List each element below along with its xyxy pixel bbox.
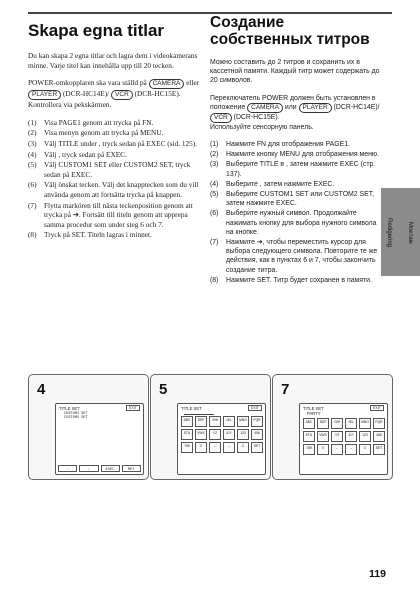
char-key: 123 bbox=[237, 429, 249, 440]
lcd-title: TITLE SET bbox=[181, 406, 202, 411]
step-text: Выберите CUSTOM1 SET или CUSTOM2 SET, затем нажмите EXEC. bbox=[226, 191, 375, 208]
step-text: Нажмите FN для отображения PAGE1. bbox=[226, 141, 350, 149]
section-thumb-tab bbox=[381, 188, 420, 276]
set-key: SET bbox=[251, 442, 263, 453]
down-arrow-key: ↓ bbox=[79, 465, 98, 472]
step-item bbox=[28, 150, 200, 160]
step-text: Välj önskat tecken. Välj det knapptecken som du vill använda genom att fortsätta trycka på knappen. bbox=[44, 180, 199, 199]
side-label-russian: Монтаж bbox=[407, 222, 413, 244]
step-number: (4) bbox=[28, 149, 37, 159]
camera-pill: CAMERA bbox=[149, 79, 185, 89]
swedish-title: Skapa egna titlar bbox=[28, 21, 165, 40]
step-number: (2) bbox=[28, 128, 37, 138]
char-key: &?! bbox=[223, 429, 235, 440]
char-key: STU bbox=[303, 431, 315, 442]
swedish-touch-note: Kontrollera via pekskärmen. bbox=[28, 100, 112, 110]
title-entry-text: PARTY bbox=[307, 411, 321, 416]
lcd-title: TITLE SET bbox=[59, 406, 80, 411]
step-text: Выберите TITLE в , затем нажмите EXEC (стр. 137). bbox=[226, 161, 376, 178]
char-key: 456 bbox=[251, 429, 263, 440]
step-number: (3) bbox=[210, 161, 219, 169]
step-number: (4) bbox=[210, 180, 219, 188]
lcd-exit-button: EXIT bbox=[370, 405, 384, 411]
step-number: (1) bbox=[210, 141, 219, 149]
step-number: (8) bbox=[210, 276, 219, 284]
illustration-panel-7 bbox=[272, 374, 393, 480]
char-key: VWX bbox=[317, 431, 329, 442]
lcd-screen bbox=[299, 403, 388, 475]
char-key: ← bbox=[209, 442, 221, 453]
char-key: C bbox=[359, 444, 371, 455]
russian-title: Создание собственных титров bbox=[210, 14, 370, 48]
step-number: (5) bbox=[210, 191, 219, 199]
char-key: MNO bbox=[359, 418, 371, 429]
step-number: (1) bbox=[28, 117, 37, 127]
step-item bbox=[28, 201, 200, 230]
illustration-panel-4 bbox=[28, 374, 149, 480]
vcr-pill: VCR bbox=[111, 90, 133, 100]
char-key: GHI bbox=[209, 416, 221, 427]
panel-number: 4 bbox=[37, 381, 46, 398]
step-item bbox=[210, 180, 385, 189]
step-text: Välj , tryck sedan på EXEC. bbox=[44, 149, 127, 159]
return-key: RET. bbox=[122, 465, 141, 472]
char-key: DEF bbox=[195, 416, 207, 427]
up-arrow-key: ↑ bbox=[58, 465, 77, 472]
char-key: PQR bbox=[251, 416, 263, 427]
russian-intro: Можно составить до 2 титров и сохранить их в кассетной памяти. Каждый титр может содержать до 20 символов. bbox=[210, 59, 380, 85]
char-key: → bbox=[223, 442, 235, 453]
camera-pill: CAMERA bbox=[247, 103, 283, 113]
panel-number: 7 bbox=[281, 381, 290, 398]
russian-power-text: Переключатель POWER должен быть установлен в положение bbox=[210, 94, 376, 111]
char-key: YZ bbox=[331, 431, 343, 442]
step-text: Visa menyn genom att trycka på MENU. bbox=[44, 128, 164, 138]
step-text: Нажмите ➔, чтобы переместить курсор для выбора следующего символа. Повторите те же действия, как в пунктах 6 и 7, чтобы закончить создание титра. bbox=[226, 239, 378, 274]
step-number: (6) bbox=[28, 180, 37, 190]
char-key: PQR bbox=[373, 418, 385, 429]
model2-text: (DCR-HC15E). bbox=[134, 89, 181, 99]
step-text: Tryck på SET. Titeln lagras i minnet. bbox=[44, 230, 152, 240]
vcr-pill: VCR bbox=[210, 113, 232, 123]
model2-text: (DCR-HC15E). bbox=[233, 113, 280, 121]
model1-text: (DCR-HC14E)/ bbox=[333, 103, 380, 111]
step-number: (5) bbox=[28, 160, 37, 170]
step-item bbox=[28, 160, 200, 179]
lcd-menu-list bbox=[64, 412, 88, 420]
russian-power-note bbox=[210, 94, 385, 132]
step-item bbox=[28, 230, 200, 240]
player-pill: PLAYER bbox=[299, 103, 332, 113]
set-key: SET bbox=[373, 444, 385, 455]
char-key: ABC bbox=[181, 416, 193, 427]
char-key: JKL bbox=[223, 416, 235, 427]
lcd-exit-button: EXIT bbox=[126, 405, 140, 411]
step-number: (8) bbox=[28, 230, 37, 240]
lcd-title: TITLE SET bbox=[303, 406, 324, 411]
or-text: eller bbox=[186, 78, 200, 88]
step-number: (7) bbox=[210, 239, 219, 247]
step-text: Нажмите кнопку MENU для отображения меню. bbox=[226, 151, 379, 159]
menu-option: CUSTOM1 SET bbox=[64, 412, 88, 416]
panel-number: 5 bbox=[159, 381, 168, 398]
step-item bbox=[28, 139, 200, 149]
char-key: 456 bbox=[373, 431, 385, 442]
char-key: 789 bbox=[303, 444, 315, 455]
lcd-bottom-bar bbox=[58, 465, 141, 472]
step-item bbox=[210, 190, 385, 208]
char-key: 789 bbox=[181, 442, 193, 453]
step-text: Flytta markören till nästa teckenposition genom att trycka på ➔. Fortsätt till titeln genom att upprepa samma procedur som under steg 6 och 7. bbox=[44, 200, 193, 229]
char-key: YZ bbox=[209, 429, 221, 440]
char-key: JKL bbox=[345, 418, 357, 429]
step-item bbox=[210, 238, 385, 275]
player-pill: PLAYER bbox=[28, 90, 61, 100]
char-key: 123 bbox=[359, 431, 371, 442]
step-item bbox=[210, 140, 385, 149]
char-key: ← bbox=[331, 444, 343, 455]
illustration-panel-5 bbox=[150, 374, 271, 480]
model1-text: (DCR-HC14E)/ bbox=[63, 89, 110, 99]
step-item bbox=[28, 180, 200, 199]
character-keypad bbox=[181, 416, 263, 453]
swedish-column bbox=[28, 14, 200, 241]
step-number: (6) bbox=[210, 210, 219, 218]
char-key: 0 bbox=[317, 444, 329, 455]
char-key: ABC bbox=[303, 418, 315, 429]
step-text: Нажмите SET. Титр будет сохранен в памяти. bbox=[226, 276, 372, 284]
swedish-steps bbox=[28, 118, 200, 240]
step-number: (7) bbox=[28, 200, 37, 210]
menu-option: CUSTOM2 SET bbox=[64, 416, 88, 420]
char-key: MNO bbox=[237, 416, 249, 427]
step-text: Выберите , затем нажмите EXEC. bbox=[226, 180, 335, 188]
step-number: (3) bbox=[28, 138, 37, 148]
or-text: или bbox=[284, 103, 297, 111]
russian-touch-note: Используйте сенсорную панель. bbox=[210, 123, 314, 131]
char-key: GHI bbox=[331, 418, 343, 429]
step-item bbox=[28, 118, 200, 128]
char-key: VWX bbox=[195, 429, 207, 440]
char-key: C bbox=[237, 442, 249, 453]
step-item bbox=[28, 128, 200, 138]
lcd-exit-button: EXIT bbox=[248, 405, 262, 411]
step-item bbox=[210, 150, 385, 159]
title-cursor-line bbox=[184, 412, 214, 415]
swedish-intro: Du kan skapa 2 egna titlar och lagra dem i videokamerans minne. Varje titel kan innehålla upp till 20 tecken. bbox=[28, 51, 198, 70]
char-key: → bbox=[345, 444, 357, 455]
step-text: Välj TITLE under , tryck sedan på EXEC (sid. 125). bbox=[44, 138, 198, 148]
lcd-screen bbox=[55, 403, 144, 475]
page-number: 119 bbox=[369, 568, 386, 580]
step-text: Visa PAGE1 genom att trycka på FN. bbox=[44, 117, 154, 127]
character-keypad bbox=[303, 418, 385, 455]
step-text: Выберите нужный символ. Продолжайте нажимать кнопку для выбора нужного символа на кнопке. bbox=[226, 210, 377, 236]
char-key: STU bbox=[181, 429, 193, 440]
swedish-power-text: POWER-omkopplaren ska vara ställd på bbox=[28, 78, 147, 88]
step-item bbox=[210, 160, 385, 178]
step-item bbox=[210, 276, 385, 285]
russian-column bbox=[210, 14, 385, 286]
char-key: &?! bbox=[345, 431, 357, 442]
step-item bbox=[210, 209, 385, 237]
swedish-power-note bbox=[28, 78, 200, 110]
char-key: DEF bbox=[317, 418, 329, 429]
russian-steps bbox=[210, 140, 385, 285]
exec-key: EXEC bbox=[101, 465, 120, 472]
side-label-swedish: Redigering bbox=[386, 218, 392, 248]
step-number: (2) bbox=[210, 151, 219, 159]
lcd-screen bbox=[177, 403, 266, 475]
char-key: 0 bbox=[195, 442, 207, 453]
step-text: Välj CUSTOM1 SET eller CUSTOM2 SET, tryck sedan på EXEC. bbox=[44, 160, 191, 179]
